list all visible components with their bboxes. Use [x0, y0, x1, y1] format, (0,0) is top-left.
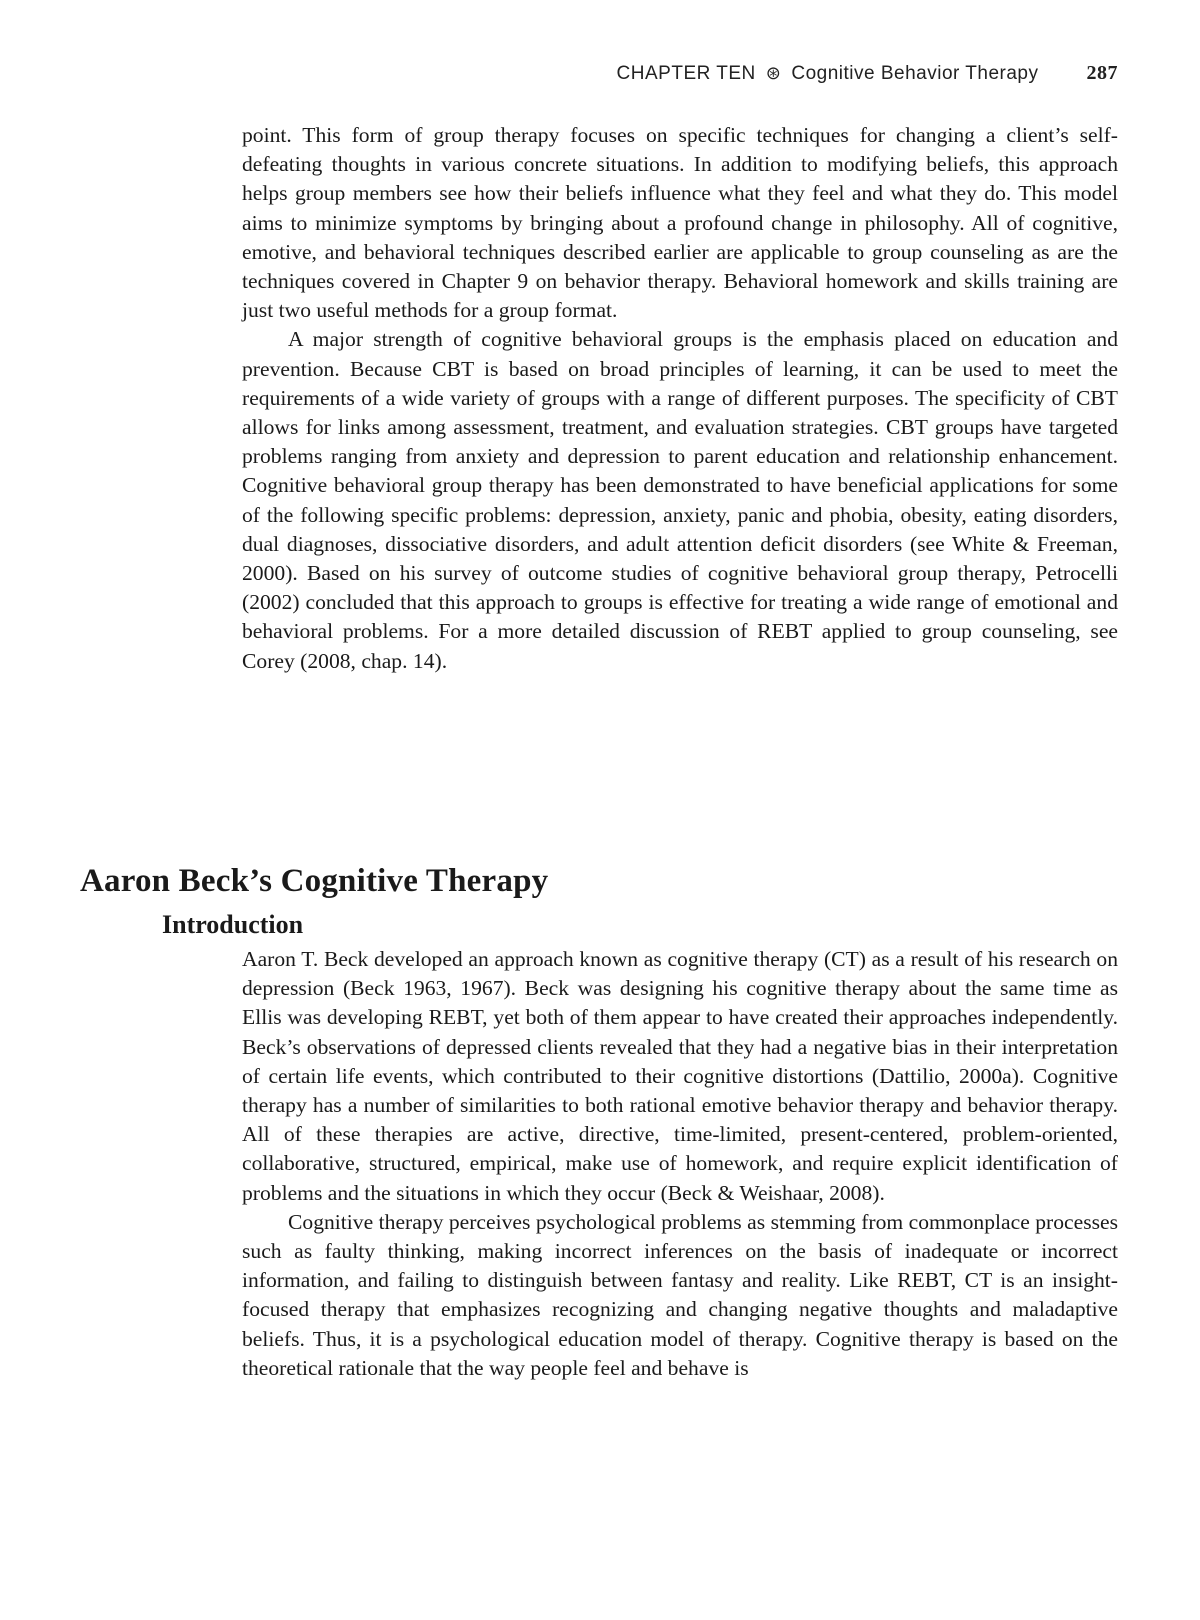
continued-text-block — [242, 121, 1118, 676]
paragraph-intro-beck: Aaron T. Beck developed an approach known as cognitive therapy (CT) as a result of his research on depression (Beck 1963, 1967). Beck was designing his cognitive therapy about the same time as Ellis was developing REBT, yet both of them appear to have created their approaches independently. Beck’s observations of depressed clients revealed that they had a negative bias in their interpretation of certain life events, which contributed to their cognitive distortions (Dattilio, 2000a). Cognitive therapy has a number of similarities to both rational emotive behavior therapy and behavior therapy. All of these therapies are active, directive, time-limited, present-centered, problem-oriented, collaborative, structured, empirical, make use of homework, and require explicit identification of problems and the situations in which they occur (Beck & Weishaar, 2008). — [242, 947, 1118, 1205]
introduction-text-block — [242, 945, 1118, 1383]
ornament-icon: ⊛ — [765, 63, 782, 83]
paragraph-continued: point. This form of group therapy focuses on specific techniques for changing a client’s self-defeating thoughts in various concrete situations. In addition to modifying beliefs, this approach helps group members see how their beliefs influence what they feel and what they do. This model aims to minimize symptoms by bringing about a profound change in philosophy. All of cognitive, emotive, and behavioral techniques described earlier are applicable to group counseling as are the techniques covered in Chapter 9 on behavior therapy. Behavioral homework and skills training are just two useful methods for a group format. — [242, 123, 1118, 323]
paragraph-intro-ct: Cognitive therapy perceives psychological problems as stemming from commonplace processes such as faulty thinking, making incorrect inferences on the basis of inadequate or incorrect information, and failing to distinguish between fantasy and reality. Like REBT, CT is an insight-focused therapy that emphasizes recognizing and changing negative thoughts and maladaptive beliefs. Thus, it is a psychological education model of therapy. Cognitive therapy is based on the theoretical rationale that the way people feel and behave is — [242, 1209, 1118, 1380]
section-title: Aaron Beck’s Cognitive Therapy — [80, 863, 549, 899]
subsection-title: Introduction — [162, 910, 304, 939]
paragraph-cbt-groups: A major strength of cognitive behavioral groups is the emphasis placed on education and prevention. Because CBT is based on broad principles of learning, it can be used to meet the requirements of a wide variety of groups with a range of different purposes. The specificity of CBT allows for links among assessment, treatment, and evaluation strategies. CBT groups have targeted problems ranging from anxiety and depression to parent education and relationship enhancement. Cognitive behavioral group therapy has been demonstrated to have beneficial applications for some of the following specific problems: depression, anxiety, panic and phobia, obesity, eating disorders, dual diagnoses, dissociative disorders, and adult attention deficit disorders (see White & Freeman, 2000). Based on his survey of outcome studies of cognitive behavioral group therapy, Petrocelli (2002) concluded that this approach to groups is effective for treating a wide range of emotional and behavioral problems. For a more detailed discussion of REBT applied to group counseling, see Corey (2008, chap. 14). — [242, 327, 1118, 673]
running-header — [0, 62, 1118, 85]
chapter-label: CHAPTER TEN — [616, 63, 756, 84]
page-number: 287 — [1086, 62, 1118, 84]
chapter-title: Cognitive Behavior Therapy — [791, 63, 1039, 84]
